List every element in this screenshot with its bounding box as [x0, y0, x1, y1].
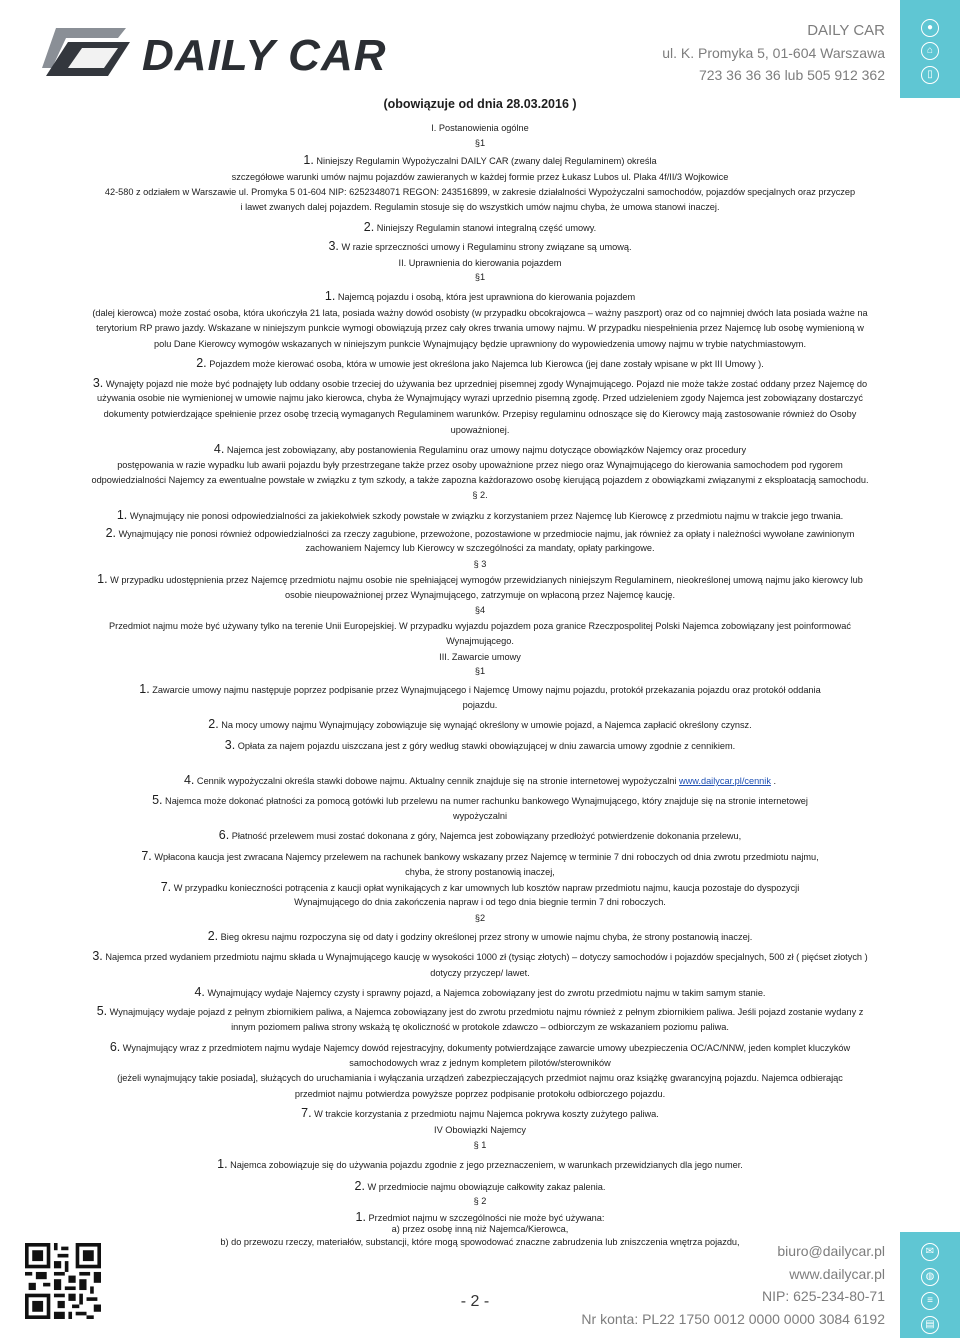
line-text: 4. Wynajmujący wydaje Najemcy czysty i sprawny pojazd, a Najemca zobowiązany jest do zwrotu przedmiotu najmu w takim samym stanie. [194, 985, 766, 999]
text-line [294, 896, 666, 908]
line-text: 1. Zawarcie umowy najmu następuje poprzez podpisanie przez Wynajmującego i Najemcę Umowy najmu pojazdu, protokół przekazania pojazdu oraz protokół oddania [139, 682, 821, 696]
text-line [355, 1180, 606, 1193]
text-line [446, 635, 514, 647]
line-text: samochodowych wraz z jednym kompletem pilotów/sterowników [349, 1058, 611, 1068]
footer-email[interactable]: biuro@dailycar.pl [777, 1243, 885, 1259]
line-text: odpowiedzialności Najemcy za ewentualne powstałe w związku z tym szkody, a także zapozna każdorazowo osobę kierującą pojazdem z obowiązkami związanymi z eksploatacją samochodu. [91, 475, 869, 485]
company-phones: 723 36 36 36 lub 505 912 362 [698, 67, 885, 83]
text-line [434, 1124, 526, 1136]
text-line [295, 1088, 665, 1100]
footer-nip: NIP: 625-234-80-71 [762, 1288, 885, 1304]
line-text: zachowaniem Najemcy lub Kierowcy w szczególności za mandaty, opłaty parkingowe. [305, 543, 655, 553]
line-text: §4 [474, 605, 486, 615]
text-line [196, 357, 764, 370]
line-text: §1 [474, 138, 486, 148]
daily-car-logo [38, 22, 468, 82]
line-text: 2. W przedmiocie najmu obowiązuje całkowity zakaz palenia. [354, 1179, 606, 1193]
text-line [430, 967, 530, 979]
line-text: wypożyczalni [452, 811, 508, 821]
user-icon: ● [921, 19, 939, 37]
text-line [325, 290, 635, 303]
text-line [97, 573, 863, 586]
logo-text: DAILY CAR [142, 31, 387, 80]
text-line [110, 1041, 850, 1054]
text-line [474, 558, 487, 570]
company-address: ul. K. Promyka 5, 01-604 Warszawa [662, 45, 885, 61]
line-text: 2. Niniejszy Regulamin stanowi integralną część umowy. [363, 220, 597, 234]
line-text: 1. W przypadku udostępnienia przez Najemcę przedmiotu najmu osobie nie spełniającej wymogów przewidzianych niniejszym Regulaminem, nieokreślonej umową najmu jako kierowcy lub [97, 572, 863, 586]
text-line [93, 377, 867, 390]
line-text: I. Postanowienia ogólne [431, 123, 529, 133]
text-line [303, 154, 656, 167]
line-text: 5. Najemca może dokonać płatności za pomocą gotówki lub przelewu na numer rachunku bankowego Wynajmującego, który znajduje się na stronie internetowej [152, 793, 808, 807]
line-text: Wynajmującego do dnia zakończenia napraw i od tego dnia biegnie termin 7 dni roboczych. [294, 897, 666, 907]
text-line [474, 1195, 487, 1207]
line-text: (jeżeli wynajmujący takie posiada], służących do uruchamiania i wyłączania urządzeń zabezpieczających przedmiot najmu oraz książkę gwarancyjną pojazdu. Najemca odbierając [117, 1073, 843, 1083]
text-line [97, 392, 863, 404]
line-text: § 1 [473, 1140, 487, 1150]
line-text: dokumenty potwierdzające spełnienie przez osobę trzecią wymaganych Regulaminem warunków. Przepisy regulaminu odnoszące się do Kierowcy mają zastosowanie również do Osoby [103, 409, 857, 419]
text-line [349, 1057, 610, 1069]
text-line [405, 866, 555, 878]
line-text: Przedmiot najmu może być używany tylko na terenie Unii Europejskiej. W przypadku wyjazdu pojazdem poza granice Rzeczpospolitej Polski Najemca zobowiązany jest poinformować [109, 621, 851, 631]
text-line [219, 829, 741, 842]
text-line [92, 307, 867, 319]
cennik-link[interactable]: www.dailycar.pl/cennik [679, 776, 771, 786]
text-line [92, 950, 867, 963]
page-header [0, 0, 960, 100]
line-text: 1. Najemca zobowiązuje się do używania pojazdu zgodnie z jego przeznaczeniem, w warunkach przewidzianych dla jego numer. [217, 1157, 743, 1171]
line-text: (dalej kierowca) może zostać osoba, która ukończyła 21 lata, posiada ważny dowód osobisty (w przypadku obcokrajowca – ważny paszport) oraz od co najmniej dwóch lata posiada ważne na [92, 308, 868, 318]
text-line [453, 810, 507, 822]
text-line [392, 1223, 569, 1235]
line-text: 3. W razie sprzeczności umowy i Regulaminu strony związane są umową. [328, 239, 632, 253]
line-text: §2 [474, 913, 486, 923]
line-text: § 2. [472, 490, 488, 500]
bank-icon: ▤ [921, 1316, 939, 1334]
text-line [301, 1107, 659, 1120]
line-text: dotyczy przyczep/ lawet. [430, 968, 530, 978]
line-text: i lawet zwanych dalej pojazdem. Regulamin stosuje się do wszystkich umów najmu chyba, że umowa stanowi inaczej. [240, 202, 720, 212]
globe-icon: ◍ [921, 1268, 939, 1286]
text-line [475, 665, 485, 677]
line-text: 2. Pojazdem może kierować osoba, która w umowie jest określona jako Najemca lub Kierowca (jej dane zostały wpisane w pkt III Umowy ). [196, 356, 764, 370]
line-text: IV Obowiązki Najemcy [434, 1125, 526, 1135]
text-line [208, 718, 751, 731]
line-text: 2. Na mocy umowy najmu Wynajmujący zobowiązuje się wynająć określony w umowie pojazd, a Najemca zapłacić określony czynsz. [208, 717, 752, 731]
text-line [161, 881, 800, 894]
line-text: pojazdu. [462, 700, 498, 710]
text-line [475, 137, 485, 149]
footer-account: Nr konta: PL22 1750 0012 0000 0000 3084 6192 [581, 1310, 885, 1327]
text-line [475, 271, 485, 283]
line-text: (obowiązuje od dnia 28.03.2016 ) [383, 97, 577, 111]
line-text: 3. Wynajęty pojazd nie może być podnajęty lub oddany osobie trzeciej do używania bez uprzedniej pisemnej zgody Wynajmującego. Pojazd nie może także zostać oddany przez Najemcę do [92, 376, 868, 390]
text-line [117, 1072, 843, 1084]
line-text: przedmiot najmu potwierdza powyższe poprzez podpisanie protokołu odbiorczego pojazdu. [294, 1089, 666, 1099]
text-line [106, 527, 855, 540]
text-line [152, 794, 808, 807]
text-line [154, 338, 806, 350]
line-text: 7. Wpłacona kaucja jest zwracana Najemcy przelewem na rachunek bankowy wskazany przez Najemcę w terminie 7 dni roboczych od dnia zwrotu przedmiotu najmu, [141, 849, 819, 863]
qr-code [25, 1243, 101, 1319]
text-line [194, 986, 765, 999]
line-text: postępowania w razie wypadku lub awarii pojazdu były przestrzegane także przez osoby upoważnione przez niego oraz Wynajmującego do kierowania samochodem pod rygorem [117, 460, 843, 470]
footer-contact [581, 1240, 885, 1330]
text-line [117, 459, 843, 471]
line-text: 2. Wynajmujący nie ponosi również odpowiedzialności za rzeczy zagubione, przewożone, pozostawione w przedmiocie najmu, jak również za opłaty i należności wywołane zawinionym [105, 526, 855, 540]
text-line [117, 509, 843, 522]
text-line [231, 1021, 729, 1033]
mail-icon: ✉ [921, 1243, 939, 1261]
text-line [305, 542, 654, 554]
text-line [439, 651, 521, 663]
text-line [97, 1005, 864, 1018]
text-line [364, 221, 596, 234]
line-text: używania osobie nie wymienionej w umowie najmu jako kierowca, chyba że Wynajmujący wyrazi uprzednio pisemną zgodę. Przed udzieleniem zgody Najemca jest zobowiązany dostarczyć [97, 393, 863, 403]
line-text: Wynajmującego. [446, 636, 514, 646]
text-line [208, 930, 753, 943]
line-text: 1. Najemcą pojazdu i osobą, która jest uprawniona do kierowania pojazdem [324, 289, 636, 303]
line-text: 3. Opłata za najem pojazdu uiszczana jest z góry według stawki obowiązującej w dniu zawarcia umowy zgodnie z cennikiem. [224, 738, 736, 752]
text-line [383, 98, 576, 110]
page-number: - 2 - [460, 1293, 490, 1310]
company-contact [662, 20, 885, 86]
text-line [475, 604, 485, 616]
line-text: §1 [474, 666, 486, 676]
line-text: 4. Cennik wypożyczalni określa stawki dobowe najmu. Aktualny cennik znajduje się na stronie internetowej wypożyczalni [183, 773, 680, 787]
line-text: 4. Najemca jest zobowiązany, aby postanowienia Regulaminu oraz umowy najmu dotyczące obowiązków Najemcy oraz procedury [213, 442, 747, 456]
text-line [399, 257, 562, 269]
home-icon: ⌂ [921, 42, 939, 60]
line-text: 5. Wynajmujący wydaje pojazd z pełnym zbiornikiem paliwa, a Najemca zobowiązany jest do zwrotu przedmiotu najmu również z pełnym zbiornikiem paliwa. Jeśli pojazd zostanie wydany z [96, 1004, 864, 1018]
text-line [232, 171, 729, 183]
text-line [475, 912, 485, 924]
line-text: osobie nieupoważnionej przez Wynajmującego, zatrzymuje on wpłaconą przez Najemcę kaucję. [284, 590, 676, 600]
text-line [217, 1158, 743, 1171]
text-line[interactable] [184, 774, 776, 787]
line-text: 1. Niniejszy Regulamin Wypożyczalni DAILY CAR (zwany dalej Regulaminem) określa [303, 153, 657, 167]
line-text: 3. Najemca przed wydaniem przedmiotu najmu składa u Wynajmującego kaucję w wysokości 1000 zł (tysiąc złotych) – dotyczy samochodów i pojazdów specjalnych, 500 zł ( pięćset złotych ) [92, 949, 868, 963]
text-line [328, 240, 631, 253]
line-text: 42-580 z odziałem w Warszawie ul. Promyka 5 01-604 NIP: 6252348071 REGON: 243516899, w zakresie działalności Wypożyczalni samochodów, pojazdów specjalnych oraz przyczep [104, 187, 856, 197]
line-text: polu Dane Kierowcy wymogów wskazanych w niniejszym punkcie Wynajmujący będzie uprawniony do wypowiedzenia umowy najmu w trybie natychmiastowym. [154, 339, 806, 349]
text-line [472, 489, 487, 501]
line-text: szczegółowe warunki umów najmu pojazdów zawieranych w każdej formie przez Łukasz Lubos ul. Plaka 4f/II/3 Wojkowice [231, 172, 729, 182]
text-line [451, 424, 510, 436]
line-text: terytorium RP prawo jazdy. Wskazane w niniejszym punkcie wymogi obowiązują przez cały okres trwania umowy najmu. W przypadku niespełnienia przez Najemcę lub osobę wymienioną w [96, 323, 864, 333]
line-text-after: . [770, 776, 777, 786]
line-text: 6. Wynajmujący wraz z przedmiotem najmu wydaje Najemcy dowód rejestracyjny, dokumenty potwierdzające zawarcie umowy ubezpieczenia OC/AC/NNW, jeden komplet kluczyków [109, 1040, 851, 1054]
phone-icon: ▯ [921, 66, 939, 84]
text-line [431, 122, 529, 134]
line-text: b) do przewozu rzeczy, materiałów, substancji, które mogą spowodować znaczne zabrudzenia lub zniszczenia wnętrza pojazdu, [220, 1237, 740, 1247]
text-line [225, 739, 735, 752]
line-text: a) przez osobę inną niż Najemca/Kierowca, [391, 1224, 569, 1234]
line-text: II. Uprawnienia do kierowania pojazdem [398, 258, 562, 268]
line-text: 1. Przedmiot najmu w szczególności nie może być używana: [355, 1210, 605, 1224]
line-text: innym poziomem paliwa strony wskażą tę okoliczność w protokole zdawczo – odbiorczym ze wskazaniem poziomu paliwa. [231, 1022, 729, 1032]
side-icon-bar-bottom [900, 1232, 960, 1338]
side-icon-bar-top [900, 0, 960, 98]
line-text: 7. W trakcie korzystania z przedmiotu najmu Najemca pokrywa koszty zużytego paliwa. [301, 1106, 659, 1120]
text-line [91, 474, 868, 486]
text-line [141, 850, 818, 863]
text-line [214, 443, 746, 456]
text-line [139, 683, 820, 696]
line-text: 6. Płatność przelewem musi zostać dokonana z góry, Najemca jest zobowiązany przedłożyć potwierdzenie dokonania przelewu, [218, 828, 742, 842]
text-line [474, 1139, 487, 1151]
text-line [285, 589, 675, 601]
line-text: §1 [474, 272, 486, 282]
text-line [241, 201, 720, 213]
line-text: chyba, że strony postanowią inaczej, [405, 867, 555, 877]
line-text: § 3 [473, 559, 487, 569]
text-line [463, 699, 498, 711]
text-line [104, 408, 857, 420]
line-text: 1. Wynajmujący nie ponosi odpowiedzialności za jakiekolwiek szkody powstałe w związku z korzystaniem przez Najemcę lub Kierowcę z przedmiotu najmu w trakcie jego trwania. [116, 508, 844, 522]
line-text: III. Zawarcie umowy [439, 652, 521, 662]
line-text: 2. Bieg okresu najmu rozpoczyna się od daty i godziny określonej przez strony w umowie najmu chyba, że strony postanowią inaczej. [207, 929, 753, 943]
id-icon: ≡ [921, 1292, 939, 1310]
line-text: 7. W przypadku konieczności potrącenia z kaucji opłat wynikających z kar umownych lub kosztów napraw przedmiotu najmu, kaucja pozostaje do dyspozycji [160, 880, 800, 894]
company-name: DAILY CAR [807, 22, 885, 39]
line-text: § 2 [473, 1196, 487, 1206]
text-line [96, 322, 864, 334]
text-line [105, 186, 855, 198]
line-text: upoważnionej. [450, 425, 510, 435]
footer-website[interactable]: www.dailycar.pl [789, 1265, 885, 1282]
text-line [109, 620, 851, 632]
